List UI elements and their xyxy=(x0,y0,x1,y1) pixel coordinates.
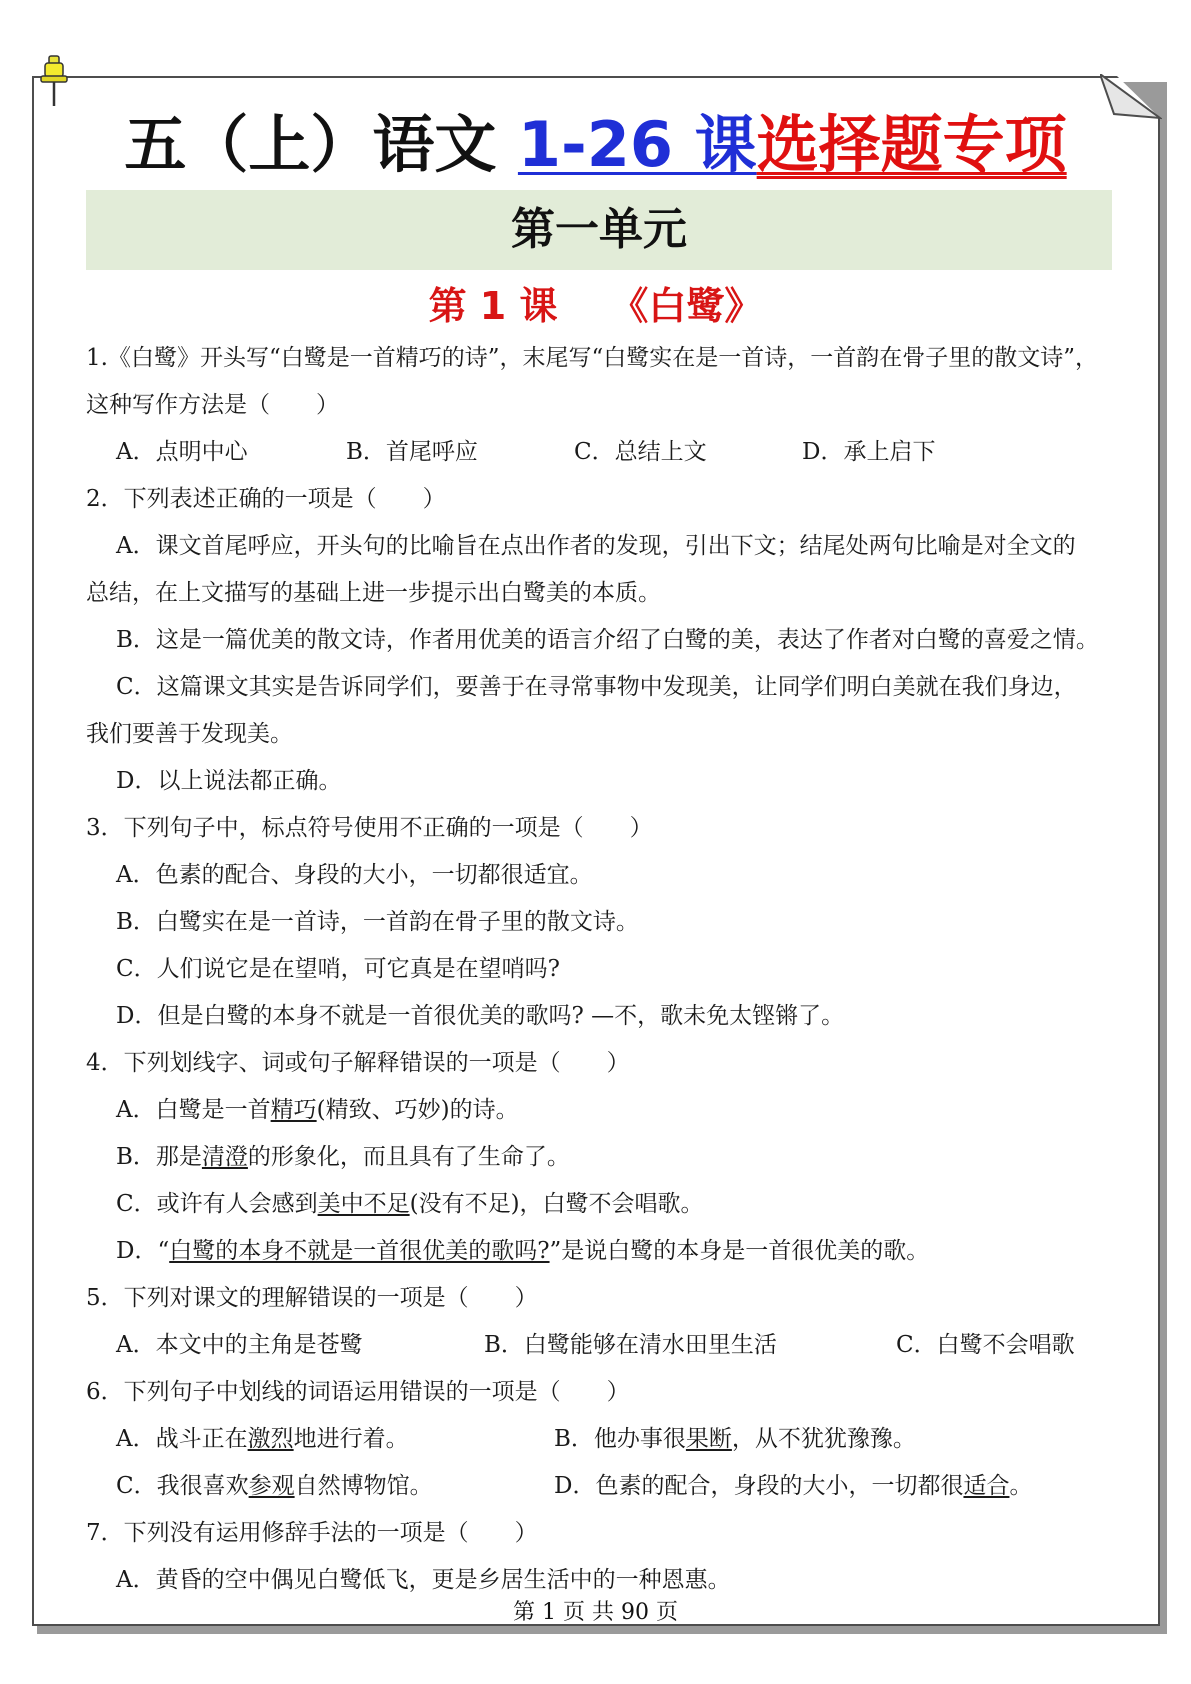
q4-b-text: B．那是 xyxy=(116,1144,202,1170)
q4-option-c xyxy=(86,1181,1116,1228)
q4-b-gloss: 的形象化，而且具有了生命了。 xyxy=(247,1144,570,1170)
q2-option-c-line1: C．这篇课文其实是告诉同学们，要善于在寻常事物中发现美，让同学们明白美就在我们身边， xyxy=(116,674,1077,700)
q3-option-c: C．人们说它是在望哨，可它真是在望哨吗? xyxy=(116,956,560,982)
q6-d-underlined: 适合 xyxy=(963,1473,1010,1499)
q6-option-a xyxy=(116,1416,554,1463)
title-grade: 五（上）语文 xyxy=(124,108,518,181)
title-lessons: 1-26 课 xyxy=(517,108,757,181)
q4-c-text: C．或许有人会感到 xyxy=(116,1191,318,1217)
q6-options-row2 xyxy=(86,1463,1116,1510)
q2-option-b: B．这是一篇优美的散文诗，作者用优美的语言介绍了白鹭的美，表达了作者对白鹭的喜爱之情。 xyxy=(116,627,1099,653)
q3-stem: 3．下列句子中，标点符号使用不正确的一项是（ ） xyxy=(86,815,653,841)
q4-c-gloss: (没有不足)，白鹭不会唱歌。 xyxy=(409,1191,704,1217)
q4-a-gloss: (精致、巧妙)的诗。 xyxy=(316,1097,519,1123)
q6-c-text: C．我很喜欢 xyxy=(116,1473,249,1499)
q3-option-b: B．白鹭实在是一首诗，一首韵在骨子里的散文诗。 xyxy=(116,909,639,935)
q2-stem: 2．下列表述正确的一项是（ ） xyxy=(86,486,446,512)
q1-stem-line1: 1.《白鹭》开头写“白鹭是一首精巧的诗”，末尾写“白鹭实在是一首诗，一首韵在骨子里的散文诗”， xyxy=(86,345,1098,371)
lesson-heading: 第 1 课 《白鹭》 xyxy=(428,284,763,328)
q5-option-b: B．白鹭能够在清水田里生活 xyxy=(484,1332,777,1358)
q4-c-underlined: 美中不足 xyxy=(317,1191,410,1217)
page-title xyxy=(0,100,1191,190)
q1-option-b: B．首尾呼应 xyxy=(346,439,478,465)
q6-a-underlined: 激烈 xyxy=(247,1426,294,1452)
q1-option-c: C．总结上文 xyxy=(574,439,707,465)
q6-b-text-end: ，从不犹犹豫豫。 xyxy=(731,1426,916,1452)
q5-stem: 5．下列对课文的理解错误的一项是（ ） xyxy=(86,1285,538,1311)
q4-d-underlined: 白鹭的本身不就是一首很优美的歌吗? xyxy=(169,1238,550,1264)
unit-heading: 第一单元 xyxy=(86,190,1112,270)
q6-b-underlined: 果断 xyxy=(685,1426,732,1452)
q6-d-text-end: 。 xyxy=(1009,1473,1033,1499)
q4-a-text: A．白鹭是一首 xyxy=(116,1097,271,1123)
q4-d-gloss: ”是说白鹭的本身是一首很优美的歌。 xyxy=(549,1238,930,1264)
q3-option-a: A．色素的配合、身段的大小，一切都很适宜。 xyxy=(116,862,593,888)
page-number-footer: 第 1 页 共 90 页 xyxy=(513,1600,678,1625)
title-topic: 选择题专项 xyxy=(756,108,1067,181)
q4-a-underlined: 精巧 xyxy=(270,1097,317,1123)
q6-option-c xyxy=(116,1463,554,1510)
q7-stem: 7．下列没有运用修辞手法的一项是（ ） xyxy=(86,1520,538,1546)
q6-stem: 6．下列句子中划线的词语运用错误的一项是（ ） xyxy=(86,1379,630,1405)
q2-option-c-line2: 我们要善于发现美。 xyxy=(86,721,293,747)
q4-d-text: D．“ xyxy=(116,1238,170,1264)
q3-option-d: D．但是白鹭的本身不就是一首很优美的歌吗? —不，歌未免太铿锵了。 xyxy=(116,1003,845,1029)
q6-options-row1 xyxy=(86,1416,1116,1463)
q4-b-underlined: 清澄 xyxy=(201,1144,248,1170)
q4-option-d xyxy=(86,1228,1116,1275)
q2-option-a-line2: 总结，在上文描写的基础上进一步提示出白鹭美的本质。 xyxy=(86,580,661,606)
q1-options xyxy=(86,429,1116,476)
q1-option-d: D．承上启下 xyxy=(802,439,936,465)
q6-a-text: A．战斗正在 xyxy=(116,1426,248,1452)
q6-c-text-end: 自然博物馆。 xyxy=(294,1473,433,1499)
q1-option-a: A．点明中心 xyxy=(116,439,248,465)
q4-option-a xyxy=(86,1087,1116,1134)
q6-option-b xyxy=(554,1416,916,1463)
q7-option-a: A．黄昏的空中偶见白鹭低飞，更是乡居生活中的一种恩惠。 xyxy=(116,1567,731,1593)
q6-b-text: B．他办事很 xyxy=(554,1426,686,1452)
q2-option-a-line1: A．课文首尾呼应，开头句的比喻旨在点出作者的发现，引出下文；结尾处两句比喻是对全文的 xyxy=(116,533,1076,559)
q5-options xyxy=(86,1322,1116,1369)
q4-option-b xyxy=(86,1134,1116,1181)
q5-option-a: A．本文中的主角是苍鹭 xyxy=(116,1332,363,1358)
q4-stem: 4．下列划线字、词或句子解释错误的一项是（ ） xyxy=(86,1050,630,1076)
q1-stem-line2: 这种写作方法是（ ） xyxy=(86,392,339,418)
question-list xyxy=(86,335,1116,1604)
q6-d-text: D．色素的配合，身段的大小，一切都很 xyxy=(554,1473,964,1499)
q5-option-c: C．白鹭不会唱歌 xyxy=(896,1332,1075,1358)
q2-option-d: D．以上说法都正确。 xyxy=(116,768,342,794)
q6-c-underlined: 参观 xyxy=(248,1473,295,1499)
q6-option-d xyxy=(554,1463,1032,1510)
q6-a-text-end: 地进行着。 xyxy=(293,1426,409,1452)
